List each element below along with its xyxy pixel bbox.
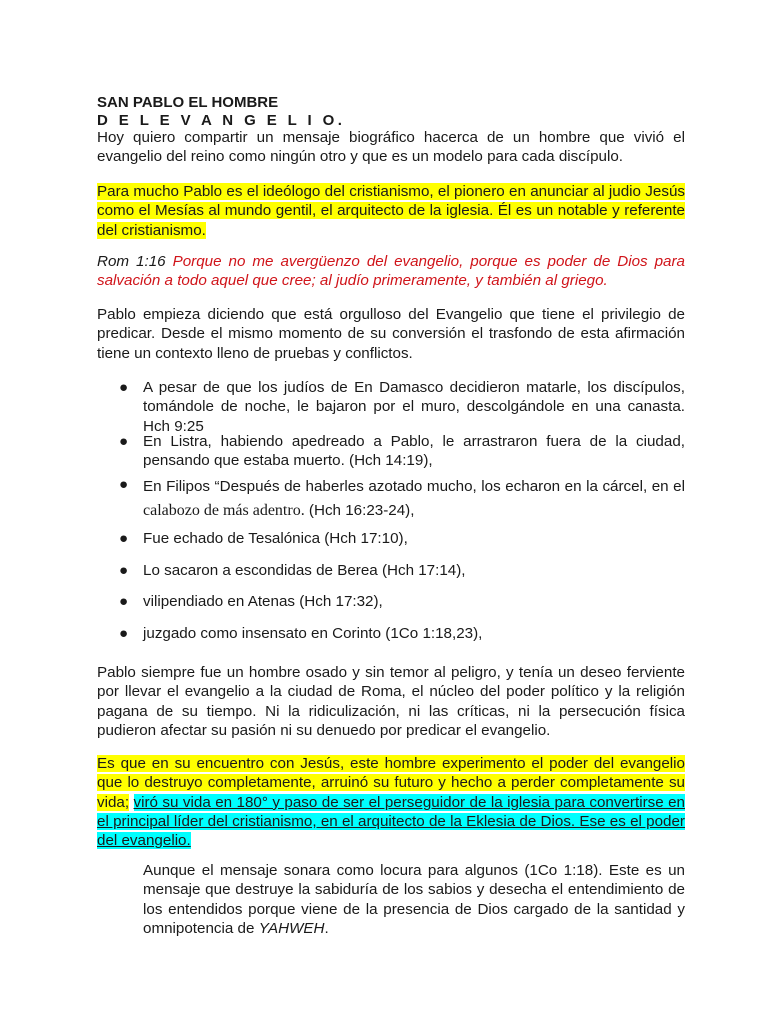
highlight-cyan: viró su vida en 180° y paso de ser el perseguidor de la iglesia para convertirse en el principal líder del cristianismo, en el arquitecto de la Eklesia de Dios. Ese es el poder del evangelio. (97, 793, 685, 850)
list-item-text: juzgado como insensato en Corinto (1Co 1:18,23), (143, 625, 483, 642)
highlight-yellow-2: Es que en su encuentro con Jesús, este hombre experimento el poder del evangelio que lo destruyo completamente, arruinó su futuro y hecho a perder completamente su vida; (97, 755, 685, 811)
intro-paragraph: Hoy quiero compartir un mensaje biográfico hacerca de un hombre que vivió el evangelio del reino como ningún otro y que es un modelo para cada discípulo. (97, 129, 685, 166)
verse-reference: Rom 1:16 (97, 253, 166, 270)
verse-text: Porque no me avergüenzo del evangelio, porque es poder de Dios para salvación a todo aquel que cree; al judío primeramente, y también al griego. (97, 253, 685, 290)
indented-text: Aunque el mensaje sonara como locura para algunos (1Co 1:18). Este es un mensaje que destruye la sabiduría de los sabios y desecha el entendimiento de los entendidos porque viene de la presencia de Dios cargado de la santidad y omnipotencia de (143, 862, 685, 937)
bullet-dot: ● (119, 379, 129, 396)
bullet-dot: ● (119, 593, 129, 610)
bullet-dot: ● (119, 562, 129, 579)
title-line-2: D E L E V A N G E L I O. (97, 112, 346, 129)
list-item-text-part: calabozo de más adentro. (143, 502, 305, 519)
list-item-text-part: En Filipos “Después de haberles azotado mucho, los echaron en la cárcel, en el (143, 478, 685, 495)
highlighted-paragraph-1 (97, 182, 685, 240)
list-item-text: En Listra, habiendo apedreado a Pablo, le arrastraron fuera de la ciudad, pensando que estaba muerto. (Hch 14:19), (143, 433, 685, 470)
paragraph-3: Pablo siempre fue un hombre osado y sin temor al peligro, y tenía un deseo ferviente por llevar el evangelio a la ciudad de Roma, el núcleo del poder político y la religión pagana de su tiempo. Ni la ridiculización, ni las críticas, ni la persecución física pudieron afectar su pasión ni su denuedo por predicar el evangelio. (97, 664, 685, 739)
bullet-dot: ● (119, 476, 129, 493)
list-item-text: A pesar de que los judíos de En Damasco decidieron matarle, los discípulos, tomándole de noche, le bajaron por el muro, descolgándole en una canasta. Hch 9:25 (143, 379, 685, 435)
highlight-yellow-1: Para mucho Pablo es el ideólogo del cristianismo, el pionero en anunciar al judio Jesús como el Mesías al mundo gentil, el arquitecto de la iglesia. Él es un notable y referente del cristianismo. (97, 183, 685, 239)
list-item-text: Fue echado de Tesalónica (Hch 17:10), (143, 530, 408, 547)
list-item-text-part: (Hch 16:23-24), (304, 502, 415, 519)
paragraph-2: Pablo empieza diciendo que está orgulloso del Evangelio que tiene el privilegio de predicar. Desde el mismo momento de su conversión el trasfondo de esta afirmación tiene un contexto lleno de pruebas y conflictos. (97, 306, 685, 362)
bullet-dot: ● (119, 530, 129, 547)
bullet-dot: ● (119, 625, 129, 642)
verse-paragraph (97, 252, 685, 291)
indented-end: . (324, 919, 329, 937)
list-item-text (143, 475, 685, 523)
highlighted-paragraph-2 (97, 754, 685, 850)
list-item-text: vilipendiado en Atenas (Hch 17:32), (143, 593, 383, 610)
indented-paragraph (143, 861, 685, 938)
bullet-dot: ● (119, 433, 129, 450)
title-line-1: SAN PABLO EL HOMBRE (97, 94, 279, 111)
list-item-text: Lo sacaron a escondidas de Berea (Hch 17:14), (143, 562, 466, 579)
indented-italic: YAHWEH (258, 919, 325, 937)
document-title (97, 94, 685, 130)
